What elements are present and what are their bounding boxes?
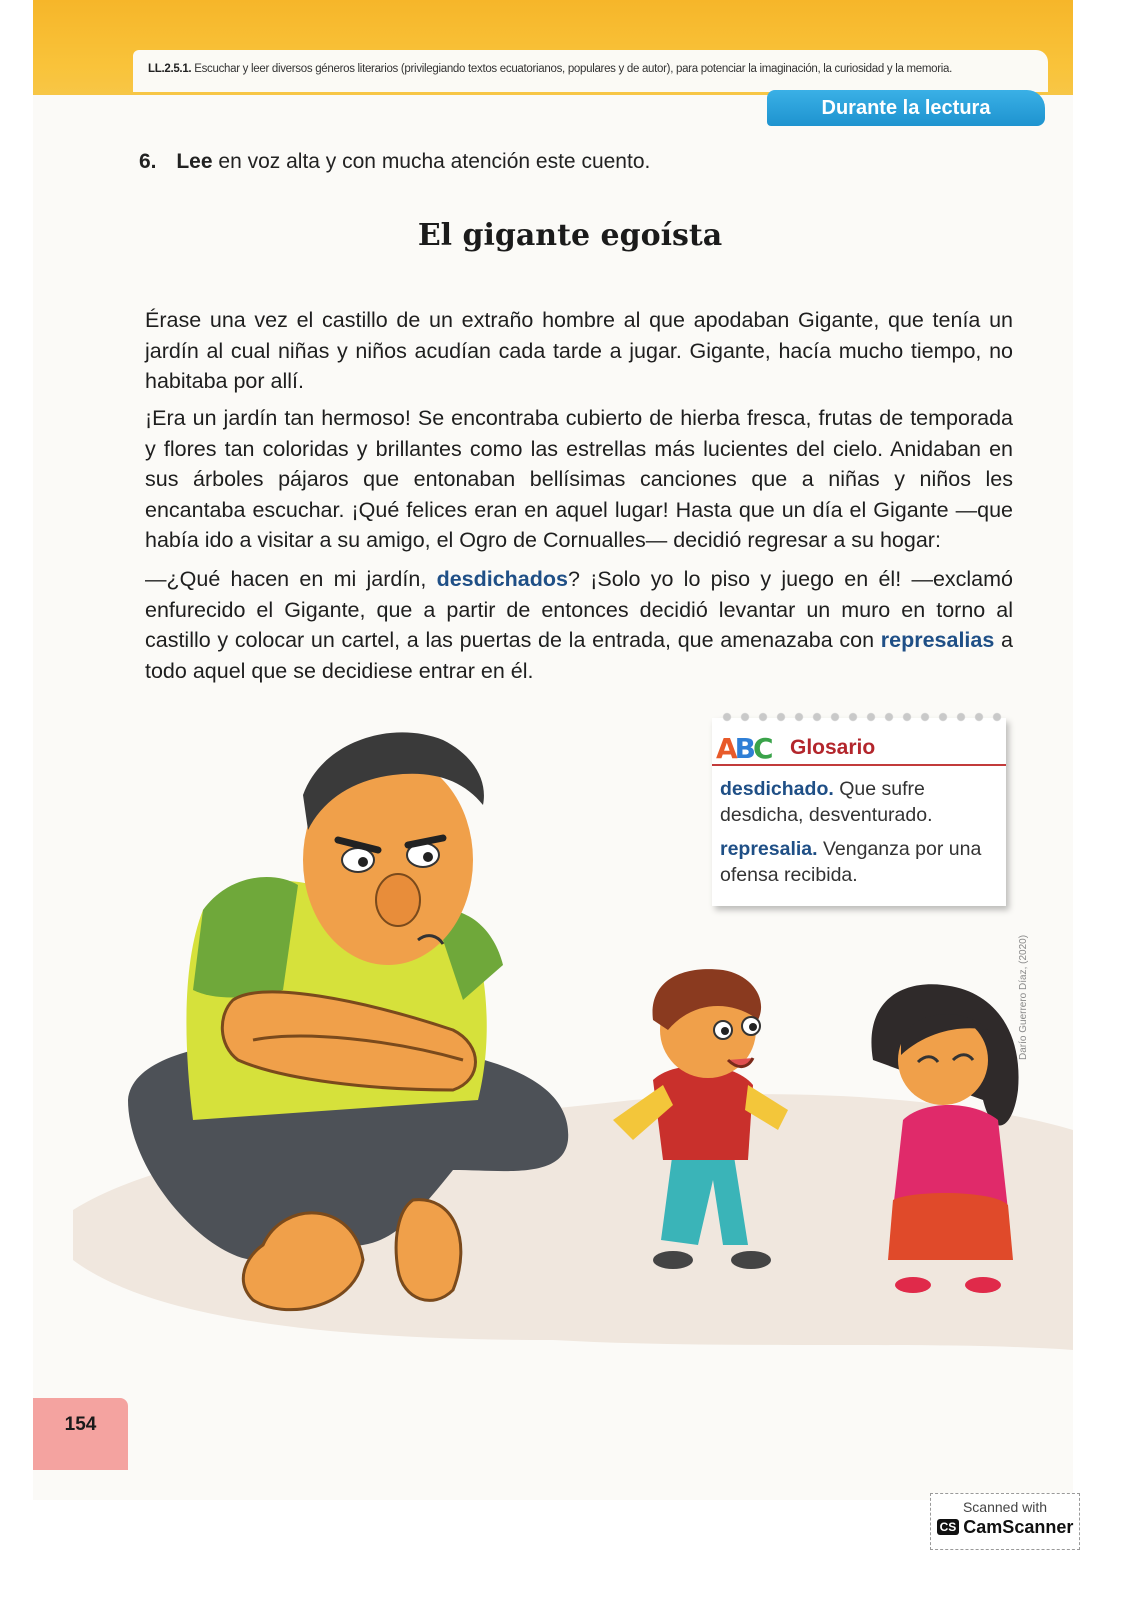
- notebook-spiral: [718, 712, 1002, 722]
- p3-text-middle: ? ¡Solo yo lo piso y juego en él! —exclamó enfurecido el Gigante, que a partir de entonces decidió levantar un muro en torno al castillo y colocar un cartel, a las puertas de la entrada, que amenazaba con: [145, 567, 1013, 652]
- watermark-line-2: [931, 1517, 1079, 1538]
- activity-number: 6.: [139, 150, 157, 173]
- standard-description: Escuchar y leer diversos géneros literarios (privilegiando textos ecuatorianos, populares y de autor), para potenciar la imaginación, la curiosidad y la memoria.: [194, 63, 952, 75]
- camscanner-icon: CS: [937, 1519, 960, 1535]
- abc-logo-icon: ABC: [716, 732, 771, 765]
- glossary-word-represalias: represalias: [880, 628, 995, 652]
- glossary-term: represalia.: [720, 838, 818, 860]
- glossary-term: desdichado.: [720, 778, 834, 800]
- p3-text-start: —¿Qué hacen en mi jardín,: [145, 567, 437, 591]
- standard-code: LL.2.5.1.: [148, 63, 192, 75]
- glossary-word-desdichados: desdichados: [436, 567, 568, 591]
- glossary-header: [712, 734, 1006, 766]
- activity-text: en voz alta y con mucha atención este cuento.: [218, 150, 651, 173]
- glossary-definition: Venganza por una ofensa recibida.: [720, 838, 982, 886]
- p3-text-end: a todo aquel que se decidiese entrar en él.: [145, 628, 1013, 683]
- scanner-watermark: [930, 1493, 1080, 1550]
- story-paragraph-3: [145, 564, 1013, 686]
- story-title: El gigante egoísta: [417, 218, 723, 253]
- story-paragraph-1: Érase una vez el castillo de un extraño hombre al que apodaban Gigante, que tenía un jardín al cual niñas y niños acudían cada tarde a jugar. Gigante, hacía mucho tiempo, no habitaba por allí.: [145, 308, 1013, 393]
- glossary-entry: [720, 836, 1000, 888]
- glossary-entry: [720, 776, 1000, 828]
- activity-verb: Lee: [176, 150, 213, 173]
- glossary-definition: Que sufre desdicha, desventurado.: [720, 778, 933, 826]
- activity-instruction: [139, 150, 650, 174]
- story-paragraph-2: ¡Era un jardín tan hermoso! Se encontraba cubierto de hierba fresca, frutas de temporada y flores tan coloridas y brillantes como las estrellas más lucientes del cielo. Anidaban en sus árboles pájaros que entonaban bellísimas canciones que a niñas y niños les encantaba escuchar. ¡Qué felices eran en aquel lugar! Hasta que un día el Gigante —que había ido a visitar a su amigo, el Ogro de Cornualles— decidió regresar a su hogar:: [145, 406, 1013, 552]
- watermark-brand: CamScanner: [963, 1517, 1074, 1537]
- curriculum-standard: [148, 63, 952, 75]
- glossary-box: [712, 718, 1006, 906]
- section-tab: Durante la lectura: [767, 90, 1045, 126]
- watermark-line-1: Scanned with: [962, 1499, 1048, 1515]
- illustration-credit: Darío Guerrero Díaz, (2020): [1018, 934, 1029, 1060]
- page-number: 154: [33, 1398, 128, 1470]
- glossary-title: Glosario: [790, 736, 876, 759]
